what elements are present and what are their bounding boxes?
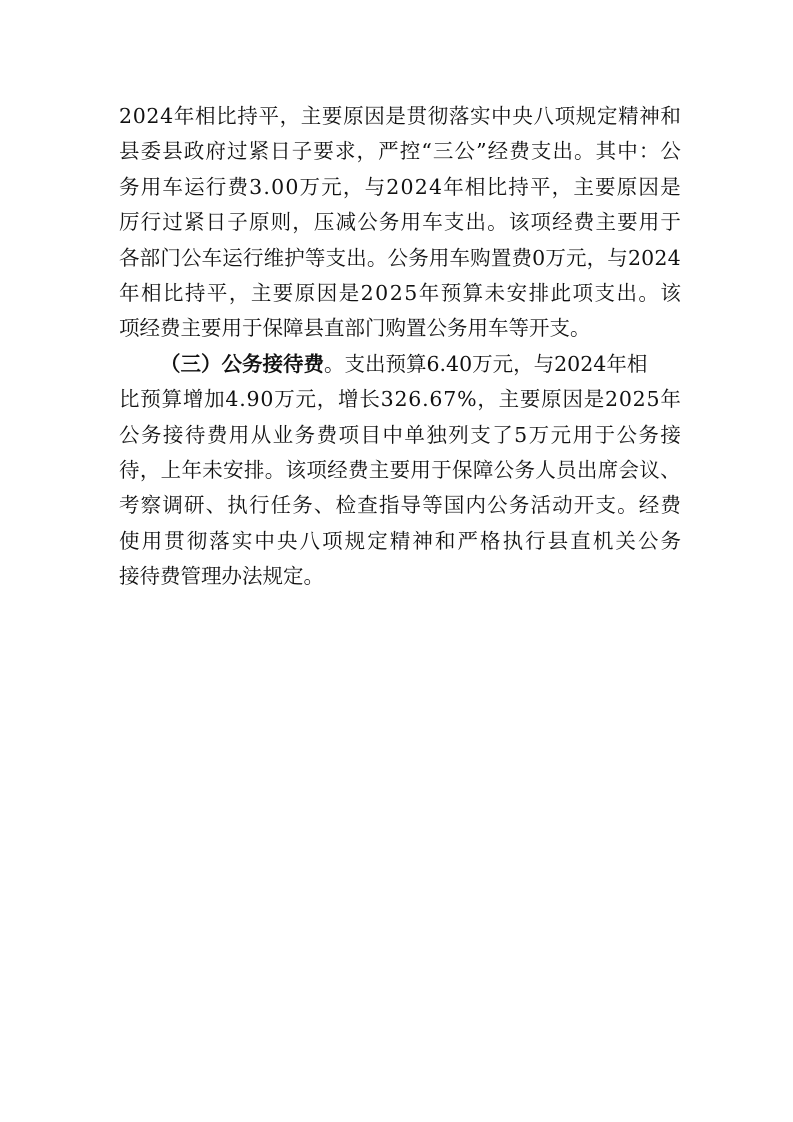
- text-line: 厉 行 过 紧 日 子 原 则 ， 压 减 公 务 用 车 支 出 。 该 项 经 费 主 要 用 于: [119, 210, 681, 235]
- paragraph-official-vehicles: [119, 99, 681, 347]
- document-body: [119, 99, 681, 594]
- section-heading: （三）公务接待费: [160, 351, 324, 376]
- text-line: 年 相 比 持 平 ， 主 要 原 因 是 2 0 2 5 年 预 算 未 安 排 此 项 支 出 。 该: [119, 280, 681, 305]
- text-line: 比 预 算 增 加 4 . 9 0 万 元 ， 增 长 3 2 6 . 6 7 % ， 主 要 原 因 是 2 0 2 5 年: [119, 387, 681, 412]
- text-line: 考 察 调 研 、 执 行 任 务 、 检 查 指 导 等 国 内 公 务 活 动 开 支 。 经 费: [119, 493, 681, 518]
- paragraph-reception-expenses: [119, 347, 681, 595]
- text-line: 各 部 门 公 车 运 行 维 护 等 支 出 。 公 务 用 车 购 置 费 0 万 元 ， 与 2 0 2 4: [119, 245, 681, 270]
- text-run: 。支出预算6.40万元，与2024年相: [324, 351, 648, 376]
- text-line: 务 用 车 运 行 费 3 . 0 0 万 元 ， 与 2 0 2 4 年 相 比 持 平 ， 主 要 原 因 是: [119, 174, 681, 199]
- text-line: 2 0 2 4 年 相 比 持 平 ， 主 要 原 因 是 贯 彻 落 实 中 央 八 项 规 定 精 神 和: [119, 104, 681, 128]
- text-line: 待 ， 上 年 未 安 排 。 该 项 经 费 主 要 用 于 保 障 公 务 人 员 出 席 会 议 、: [119, 457, 681, 482]
- text-line: 项经费主要用于保障县直部门购置公务用车等开支。: [119, 316, 591, 341]
- text-line: 县 委 县 政 府 过 紧 日 子 要 求 ， 严 控 “ 三 公 ” 经 费 支 出 。 其 中 ： 公: [119, 139, 681, 164]
- text-line: 接待费管理办法规定。: [119, 564, 324, 589]
- text-line: 使 用 贯 彻 落 实 中 央 八 项 规 定 精 神 和 严 格 执 行 县 直 机 关 公 务: [119, 528, 681, 553]
- text-line: [119, 347, 681, 382]
- text-line: 公 务 接 待 费 用 从 业 务 费 项 目 中 单 独 列 支 了 5 万 元 用 于 公 务 接: [119, 422, 681, 447]
